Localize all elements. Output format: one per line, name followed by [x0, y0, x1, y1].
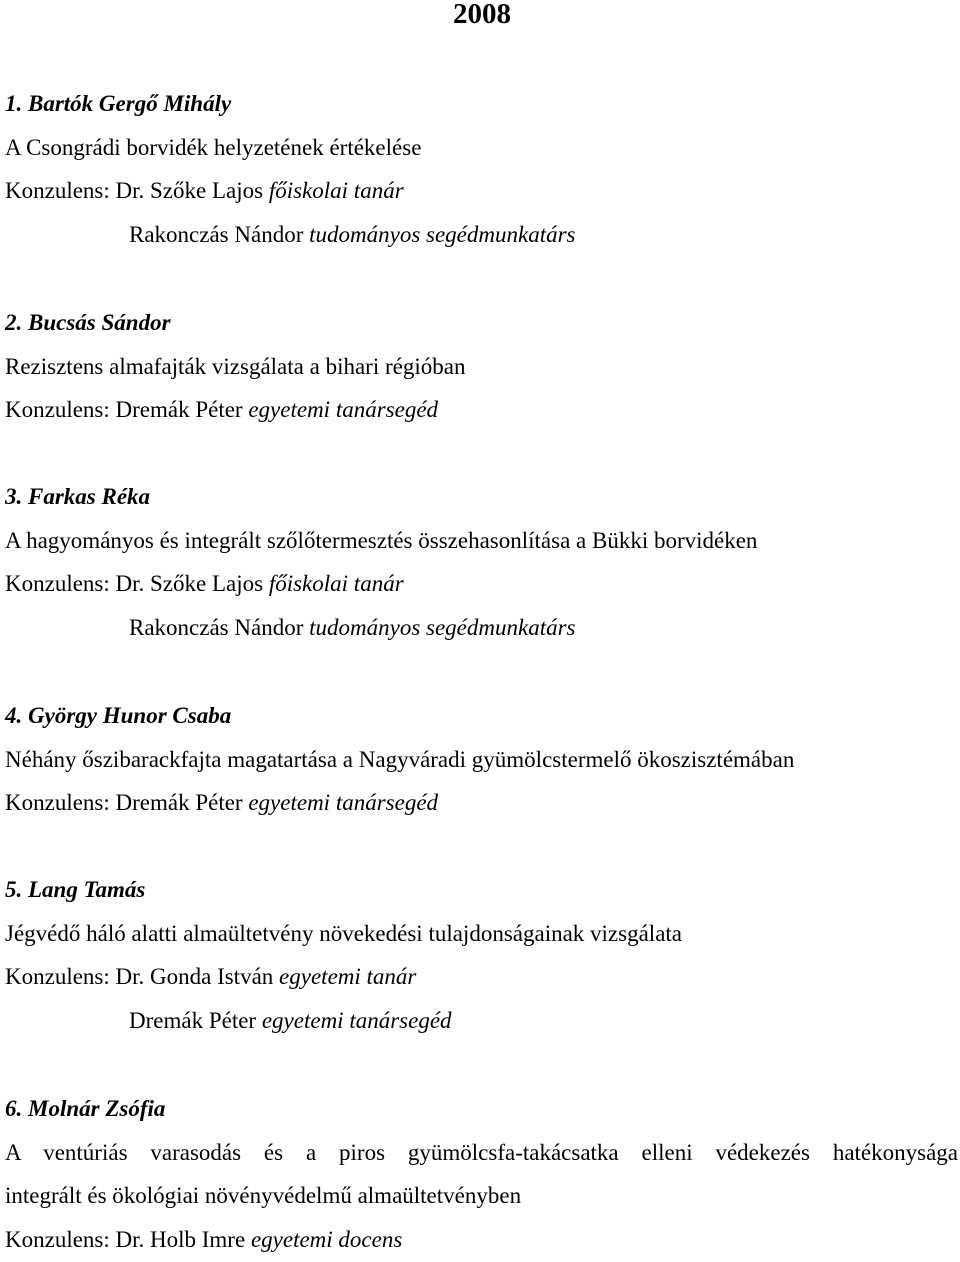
consultant-line [5, 955, 960, 999]
entry-topic: Rezisztens almafajták vizsgálata a bihari régióban [5, 353, 466, 379]
consultant-name: Konzulens: Dremák Péter [5, 790, 243, 816]
consultant-line [5, 213, 960, 257]
thesis-entry-4 [5, 694, 960, 825]
consultant-line [5, 999, 960, 1043]
entry-title: 5. Lang Tamás [5, 877, 146, 902]
entry-title: 1. Bartók Gergő Mihály [5, 91, 232, 116]
entry-title: 3. Farkas Réka [5, 484, 151, 509]
thesis-entry-6 [5, 1087, 960, 1262]
entry-topic: Jégvédő háló alatti almaültetvény növekedési tulajdonságainak vizsgálata [5, 920, 682, 946]
year-heading: 2008 [453, 0, 511, 30]
entry-title: 2. Bucsás Sándor [5, 310, 171, 335]
entry-topic-continued: integrált és ökológiai növényvédelmű almaültetvényben [5, 1183, 522, 1209]
entry-topic: Néhány őszibarackfajta magatartása a Nagyváradi gyümölcstermelő ökoszisztémában [5, 746, 795, 772]
consultant-role: egyetemi tanársegéd [261, 1008, 452, 1034]
consultant-name: Konzulens: Dr. Szőke Lajos [5, 571, 264, 597]
entry-title: 6. Molnár Zsófia [5, 1096, 166, 1121]
thesis-entry-2 [5, 301, 960, 432]
consultant-role: főiskolai tanár [268, 178, 404, 204]
consultant-role: tudományos segédmunkatárs [309, 222, 576, 248]
consultant-name: Rakonczás Nándor [129, 222, 304, 248]
consultant-role: egyetemi docens [250, 1227, 403, 1253]
consultant-line [5, 781, 960, 825]
consultant-name: Konzulens: Dr. Holb Imre [5, 1227, 246, 1253]
consultant-name: Konzulens: Dr. Gonda István [5, 964, 274, 990]
consultant-name: Konzulens: Dr. Szőke Lajos [5, 178, 264, 204]
consultant-line [5, 1218, 960, 1262]
consultant-line [5, 388, 960, 432]
entry-title: 4. György Hunor Csaba [5, 703, 232, 728]
thesis-entry-3 [5, 475, 960, 650]
thesis-entry-5 [5, 868, 960, 1043]
consultant-role: főiskolai tanár [268, 571, 404, 597]
consultant-name: Konzulens: Dremák Péter [5, 397, 243, 423]
thesis-entry-1 [5, 82, 960, 257]
consultant-line [5, 606, 960, 650]
consultant-name: Rakonczás Nándor [129, 615, 304, 641]
consultant-role: tudományos segédmunkatárs [309, 615, 576, 641]
consultant-role: egyetemi tanársegéd [248, 397, 439, 423]
entry-topic: A ventúriás varasodás és a piros gyümölcsfa-takácsatka elleni védekezés hatékonysága [5, 1139, 958, 1165]
consultant-role: egyetemi tanár [279, 964, 417, 990]
consultant-line [5, 562, 960, 606]
consultant-role: egyetemi tanársegéd [248, 790, 439, 816]
entry-topic: A hagyományos és integrált szőlőtermesztés összehasonlítása a Bükki borvidéken [5, 527, 758, 553]
entry-topic: A Csongrádi borvidék helyzetének értékelése [5, 134, 422, 160]
consultant-name: Dremák Péter [129, 1008, 257, 1034]
consultant-line [5, 169, 960, 213]
